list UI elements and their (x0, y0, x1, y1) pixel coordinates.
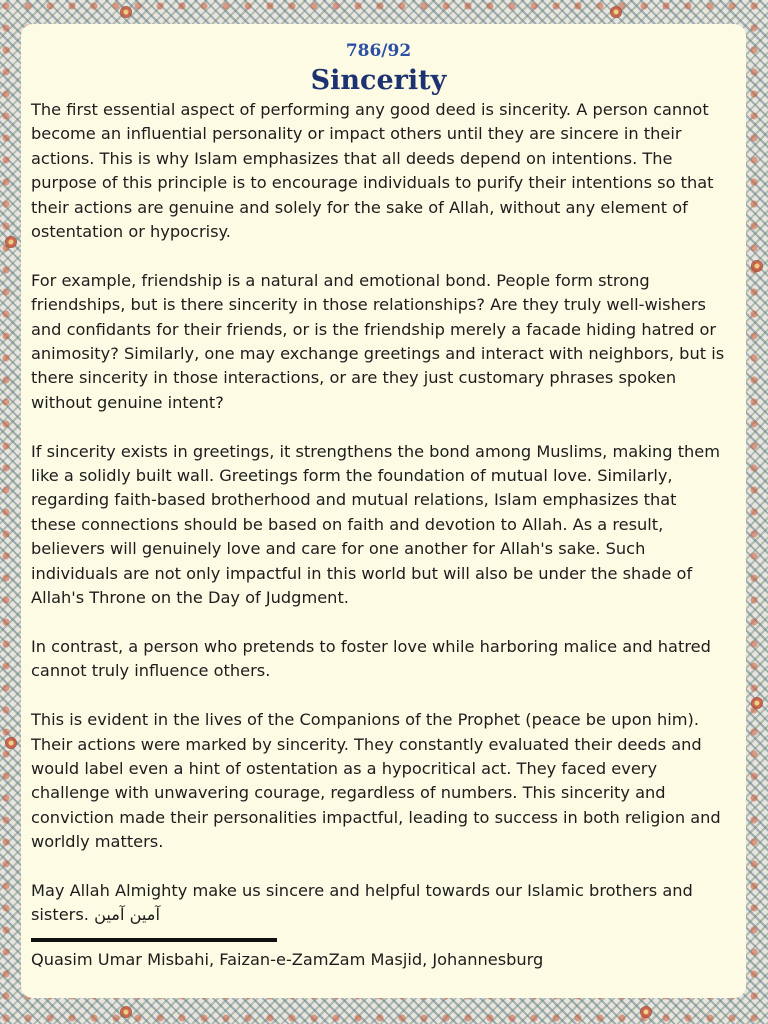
paragraph: In contrast, a person who pretends to foster love while harboring malice and hatred cannot truly influence others. (31, 636, 711, 681)
border-flower-icon (751, 697, 763, 709)
article-card (21, 24, 746, 998)
border-flower-icon (120, 6, 132, 18)
border-flower-icon (5, 737, 17, 749)
article-title: Sincerity (310, 65, 447, 96)
article-body (31, 98, 726, 928)
border-flower-icon (5, 236, 17, 248)
paragraph: The first essential aspect of performing any good deed is sincerity. A person cannot become an influential personality or impact others until they are sincere in their actions. This is why Islam emphasizes that all deeds depend on intentions. The purpose of this principle is to encourage individuals to purify their intentions so that their actions are genuine and solely for the sake of Allah, without any element of ostentation or hypocrisy. (31, 100, 714, 242)
border-flower-icon (751, 260, 763, 272)
border-flower-icon (640, 1006, 652, 1018)
paragraph: For example, friendship is a natural and emotional bond. People form strong friendships, but is there sincerity in those relationships? Are they truly well-wishers and confidants for their friends, or is the friendship merely a facade hiding hatred or animosity? Similarly, one may exchange greetings and interact with neighbors, but is there sincerity in those interactions, or are they just customary phrases spoken without genuine intent? (31, 270, 725, 412)
paragraph: This is evident in the lives of the Companions of the Prophet (peace be upon him). Their actions were marked by sincerity. They constantly evaluated their deeds and would label even a hint of ostentation as a hypocritical act. They faced every challenge with unwavering courage, regardless of numbers. This sincerity and conviction made their personalities impactful, leading to success in both religion and worldly matters. (31, 710, 721, 852)
closing-prayer: May Allah Almighty make us sincere and helpful towards our Islamic brothers and sisters. آمین آمین (31, 880, 693, 925)
border-flower-icon (120, 1006, 132, 1018)
paragraph: If sincerity exists in greetings, it strengthens the bond among Muslims, making them like a solidly built wall. Greetings form the foundation of mutual love. Similarly, regarding faith-based brotherhood and mutual relations, Islam emphasizes that these connections should be based on faith and devotion to Allah. As a result, believers will genuinely love and care for one another for Allah's sake. Such individuals are not only impactful in this world but will also be under the shade of Allah's Throne on the Day of Judgment. (31, 441, 721, 608)
border-flower-icon (610, 6, 622, 18)
author-signature: Quasim Umar Misbahi, Faizan-e-ZamZam Masjid, Johannesburg (31, 949, 544, 969)
signature-divider (31, 938, 277, 942)
serial-number: 786/92 (345, 41, 412, 61)
